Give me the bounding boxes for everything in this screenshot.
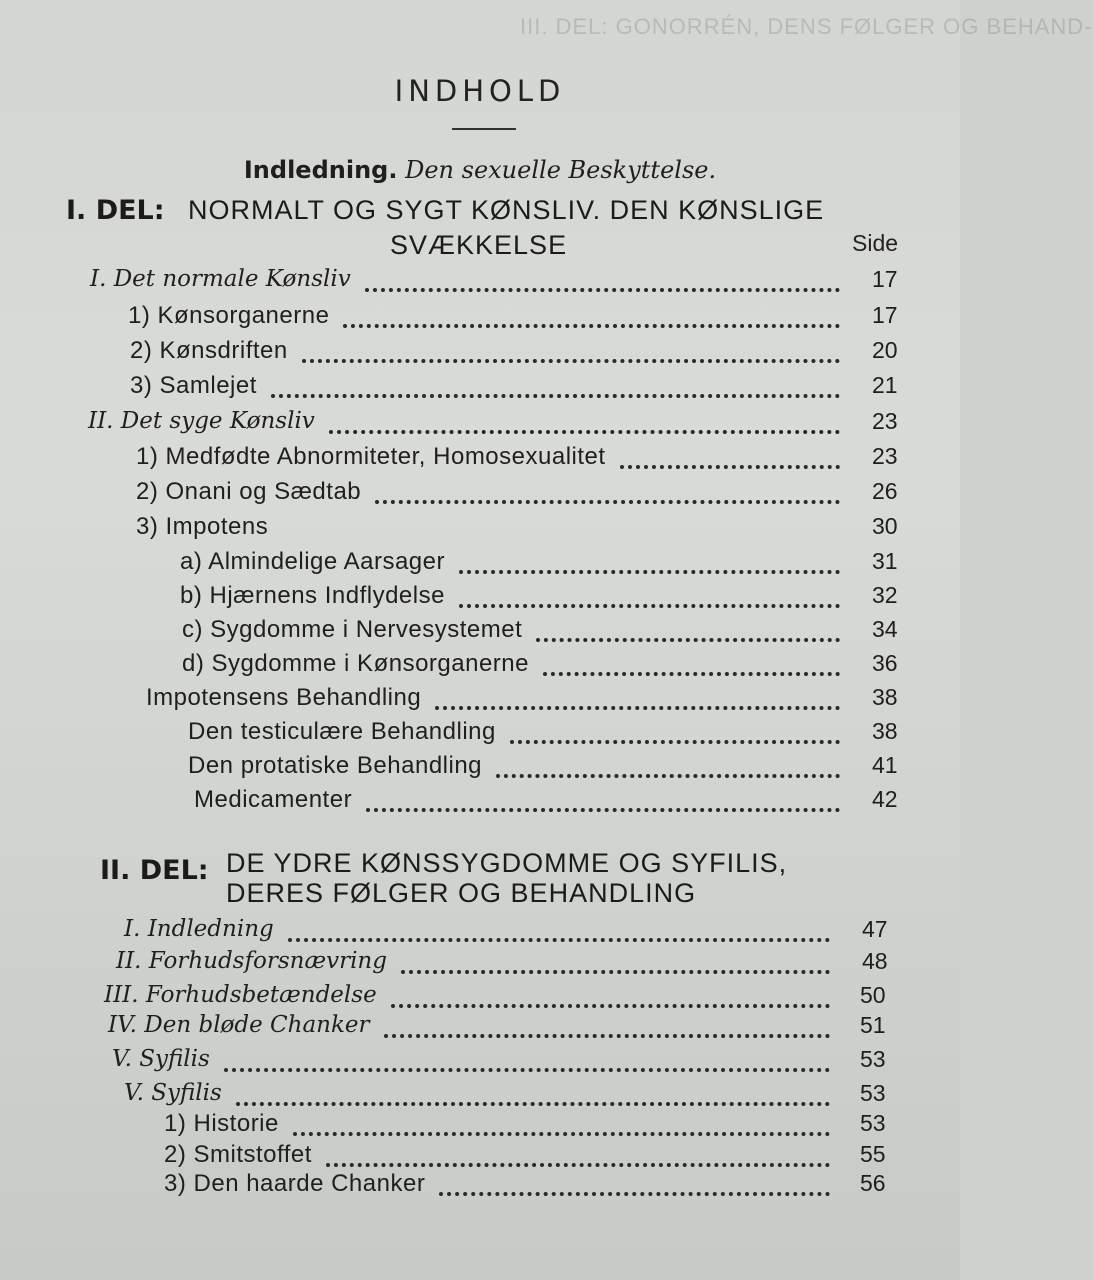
toc-entry xyxy=(0,302,960,336)
toc-entry xyxy=(0,1080,960,1114)
entry-label: d) Sygdomme i Kønsorganerne xyxy=(182,650,529,677)
toc-entry xyxy=(0,337,960,371)
dot-leader xyxy=(343,324,840,328)
dot-leader xyxy=(271,394,840,398)
entry-label: a) Almindelige Aarsager xyxy=(180,548,445,575)
entry-label: 3) Den haarde Chanker xyxy=(164,1170,426,1197)
toc-entry xyxy=(0,443,960,477)
dot-leader xyxy=(224,1068,830,1072)
page-number: 21 xyxy=(872,372,898,398)
dot-leader xyxy=(435,706,840,710)
dot-leader xyxy=(620,465,840,469)
dot-leader xyxy=(236,1102,830,1106)
toc-entry xyxy=(0,1110,960,1144)
dot-leader xyxy=(326,1163,830,1167)
toc-entry xyxy=(0,650,960,684)
page-number: 20 xyxy=(872,337,898,363)
page-number: 51 xyxy=(860,1012,886,1038)
entry-label: I. Det normale Kønsliv xyxy=(90,266,351,292)
side-column-label: Side xyxy=(852,230,899,256)
entry-label: Den testiculære Behandling xyxy=(188,718,496,745)
page-number: 38 xyxy=(872,718,898,744)
page-number: 32 xyxy=(872,582,898,608)
page-number: 53 xyxy=(860,1046,886,1072)
entry-label: 1) Historie xyxy=(164,1110,279,1137)
part2-heading-line1: DE YDRE KØNSSYGDOMME OG SYFILIS, xyxy=(226,848,788,878)
entry-label: III. Forhudsbetændelse xyxy=(104,982,377,1008)
dot-leader xyxy=(293,1132,830,1136)
toc-entry xyxy=(0,372,960,406)
intro-label: Indledning. xyxy=(243,156,398,184)
dot-leader xyxy=(401,970,830,974)
dot-leader xyxy=(459,570,840,574)
title-divider xyxy=(452,128,516,130)
intro-line xyxy=(0,156,960,184)
entry-label: 2) Smitstoffet xyxy=(164,1141,312,1168)
entry-label: II. Forhudsforsnævring xyxy=(116,948,387,974)
dot-leader xyxy=(329,430,840,434)
toc-entry xyxy=(0,786,960,820)
toc-entry xyxy=(0,718,960,752)
entry-label: 1) Kønsorganerne xyxy=(128,302,330,329)
dot-leader xyxy=(510,740,840,744)
toc-entry xyxy=(0,916,960,950)
page-number: 50 xyxy=(860,982,886,1008)
entry-label: b) Hjærnens Indflydelse xyxy=(180,582,445,609)
entry-label: Impotensens Behandling xyxy=(146,684,422,711)
entry-label: 3) Samlejet xyxy=(130,372,257,399)
entry-label: 2) Kønsdriften xyxy=(130,337,288,364)
page-number: 56 xyxy=(860,1170,886,1196)
page-number: 17 xyxy=(872,302,898,328)
entry-label: c) Sygdomme i Nervesystemet xyxy=(182,616,523,643)
toc-entry xyxy=(0,752,960,786)
toc-entry xyxy=(0,1012,960,1046)
page-number: 26 xyxy=(872,478,898,504)
part2-label: II. DEL: xyxy=(100,855,209,886)
toc-entry xyxy=(0,513,960,547)
entry-label: I. Indledning xyxy=(124,916,274,942)
dot-leader xyxy=(496,774,840,778)
toc-entry xyxy=(0,948,960,982)
part2-heading-line2: DERES FØLGER OG BEHANDLING xyxy=(226,878,697,908)
entry-label: V. Syfilis xyxy=(124,1080,222,1106)
dot-leader xyxy=(366,808,840,812)
part1-heading-line2: SVÆKKELSE xyxy=(390,230,568,260)
entry-label: 3) Impotens xyxy=(136,513,269,540)
part1-heading-line1: NORMALT OG SYGT KØNSLIV. DEN KØNSLIGE xyxy=(188,195,825,225)
page-number: 53 xyxy=(860,1110,886,1136)
page-number: 53 xyxy=(860,1080,886,1106)
toc-entry xyxy=(0,408,960,442)
page-number: 23 xyxy=(872,408,898,434)
dot-leader xyxy=(375,500,840,504)
entry-label: 1) Medfødte Abnormiteter, Homosexualitet xyxy=(136,443,606,470)
dot-leader xyxy=(288,938,830,942)
entry-label: Den protatiske Behandling xyxy=(188,752,483,779)
toc-entry xyxy=(0,478,960,512)
dot-leader xyxy=(536,638,840,642)
dot-leader xyxy=(543,672,840,676)
entry-label: Medicamenter xyxy=(194,786,353,813)
toc-entry xyxy=(0,684,960,718)
bleed-through-text: III. DEL: GONORRÉN, DENS FØLGER OG BEHAND- xyxy=(520,14,1093,39)
page-number: 42 xyxy=(872,786,898,812)
toc-entry xyxy=(0,582,960,616)
intro-text: Den sexuelle Beskyttelse. xyxy=(405,156,717,184)
toc-entry xyxy=(0,616,960,650)
page-number: 31 xyxy=(872,548,898,574)
entry-label: 2) Onani og Sædtab xyxy=(136,478,362,505)
dot-leader xyxy=(439,1192,830,1196)
toc-entry xyxy=(0,982,960,1016)
toc-entry xyxy=(0,1170,960,1204)
page-number: 38 xyxy=(872,684,898,710)
entry-label: IV. Den bløde Chanker xyxy=(108,1012,370,1038)
toc-entry xyxy=(0,548,960,582)
dot-leader xyxy=(302,359,840,363)
entry-label: II. Det syge Kønsliv xyxy=(88,408,315,434)
page-number: 34 xyxy=(872,616,898,642)
page-number: 55 xyxy=(860,1141,886,1167)
page-number: 47 xyxy=(862,916,888,942)
page-number: 17 xyxy=(872,266,898,292)
dot-leader xyxy=(391,1004,830,1008)
toc-entry xyxy=(0,266,960,300)
page-number: 23 xyxy=(872,443,898,469)
toc-entry xyxy=(0,1046,960,1080)
dot-leader xyxy=(365,288,840,292)
part1-label: I. DEL: xyxy=(66,195,165,226)
page-number: 41 xyxy=(872,752,898,778)
dot-leader xyxy=(459,604,840,608)
entry-label: V. Syfilis xyxy=(112,1046,210,1072)
page-number: 36 xyxy=(872,650,898,676)
page-number: 48 xyxy=(862,948,888,974)
page-number: 30 xyxy=(872,513,898,539)
dot-leader xyxy=(384,1034,830,1038)
page-title: INDHOLD xyxy=(394,74,566,108)
